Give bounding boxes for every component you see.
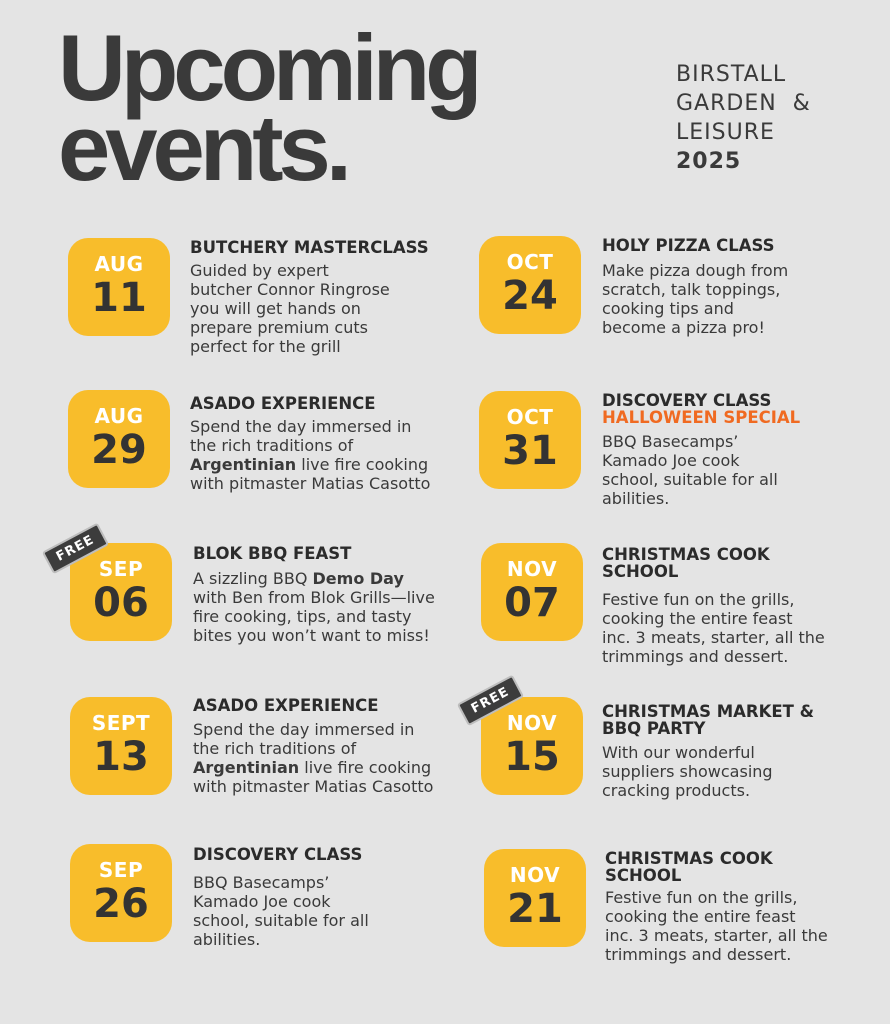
date-badge xyxy=(70,844,172,942)
date-badge xyxy=(481,543,583,641)
desc-text: live fire cooking with pitmaster Matias Casotto xyxy=(193,758,434,796)
desc-line: school, suitable for all xyxy=(193,911,369,930)
event-month: SEPT xyxy=(91,711,151,735)
page-title xyxy=(58,15,478,200)
desc-bold: Demo Day xyxy=(312,569,404,588)
desc-text: live fire cooking with pitmaster Matias Casotto xyxy=(190,455,431,493)
event-title xyxy=(602,703,814,737)
title-line: CHRISTMAS COOK xyxy=(605,849,773,868)
org-line: LEISURE xyxy=(676,120,775,145)
desc-line: cracking products. xyxy=(602,781,751,800)
desc-bold: Argentinian xyxy=(190,455,297,474)
event-title xyxy=(602,392,800,426)
event-month: NOV xyxy=(506,711,558,735)
event-description xyxy=(190,417,435,493)
event-month: NOV xyxy=(509,863,561,887)
event-day: 31 xyxy=(502,428,558,474)
desc-line: BBQ Basecamps’ xyxy=(602,432,739,451)
desc-line: Make pizza dough from xyxy=(602,261,789,280)
desc-text: Spend the day immersed in the rich traditions of xyxy=(190,417,412,455)
desc-line: abilities. xyxy=(602,489,670,508)
date-badge xyxy=(70,543,172,641)
event-description xyxy=(193,569,438,645)
event-month: AUG xyxy=(94,404,144,428)
desc-line: school, suitable for all xyxy=(602,470,778,489)
desc-line: trimmings and dessert. xyxy=(605,945,792,964)
free-badge: FREE xyxy=(457,675,524,726)
event-day: 13 xyxy=(93,734,149,780)
title-line: Upcoming xyxy=(58,15,478,120)
desc-line: Guided by expert xyxy=(190,261,329,280)
event-description xyxy=(602,590,872,666)
title-line: CHRISTMAS MARKET & xyxy=(602,702,815,721)
event-description xyxy=(190,261,435,356)
event-title xyxy=(602,546,770,580)
title-line: DISCOVERY CLASS xyxy=(602,391,772,410)
event-description xyxy=(602,261,847,337)
desc-line: BBQ Basecamps’ xyxy=(193,873,330,892)
desc-line: scratch, talk toppings, xyxy=(602,280,781,299)
desc-line: cooking tips and xyxy=(602,299,734,318)
free-badge: FREE xyxy=(42,523,109,574)
event-title: ASADO EXPERIENCE xyxy=(190,394,376,413)
date-badge xyxy=(479,236,581,334)
desc-line: Kamado Joe cook xyxy=(602,451,740,470)
event-title: HOLY PIZZA CLASS xyxy=(602,236,775,255)
date-badge xyxy=(68,390,170,488)
event-month: NOV xyxy=(506,557,558,581)
event-month: SEP xyxy=(98,557,144,581)
desc-line: With our wonderful xyxy=(602,743,755,762)
event-month: AUG xyxy=(94,252,144,276)
event-day: 24 xyxy=(502,273,558,319)
event-description xyxy=(602,743,847,800)
organisation-block xyxy=(676,60,811,176)
event-subtitle: HALLOWEEN SPECIAL xyxy=(602,408,801,427)
event-description xyxy=(193,720,438,796)
event-day: 21 xyxy=(507,886,563,932)
event-month: OCT xyxy=(506,250,554,274)
event-title: BUTCHERY MASTERCLASS xyxy=(190,238,429,257)
date-badge xyxy=(479,391,581,489)
event-day: 06 xyxy=(93,580,149,626)
date-badge xyxy=(68,238,170,336)
desc-line: suppliers showcasing xyxy=(602,762,773,781)
event-title: DISCOVERY CLASS xyxy=(193,845,363,864)
desc-text: A sizzling BBQ xyxy=(193,569,313,588)
desc-line: Festive fun on the grills, xyxy=(602,590,795,609)
desc-line: cooking the entire feast xyxy=(605,907,796,926)
desc-line: prepare premium cuts xyxy=(190,318,368,337)
event-title: BLOK BBQ FEAST xyxy=(193,544,352,563)
desc-line: butcher Connor Ringrose xyxy=(190,280,390,299)
title-line: CHRISTMAS COOK xyxy=(602,545,770,564)
org-line: GARDEN & xyxy=(676,91,811,116)
event-title: ASADO EXPERIENCE xyxy=(193,696,379,715)
desc-line: perfect for the grill xyxy=(190,337,341,356)
title-line: SCHOOL xyxy=(602,562,679,581)
desc-line: Kamado Joe cook xyxy=(193,892,331,911)
event-month: OCT xyxy=(506,405,554,429)
desc-line: trimmings and dessert. xyxy=(602,647,789,666)
desc-line: become a pizza pro! xyxy=(602,318,765,337)
event-day: 26 xyxy=(93,881,149,927)
date-badge xyxy=(484,849,586,947)
desc-line: abilities. xyxy=(193,930,261,949)
title-line: BBQ PARTY xyxy=(602,719,706,738)
event-title xyxy=(605,850,773,884)
desc-line: cooking the entire feast xyxy=(602,609,793,628)
event-day: 11 xyxy=(91,275,147,321)
event-day: 29 xyxy=(91,427,147,473)
event-month: SEP xyxy=(98,858,144,882)
event-description xyxy=(193,873,438,949)
title-line: SCHOOL xyxy=(605,866,682,885)
org-line: BIRSTALL xyxy=(676,62,787,87)
date-badge xyxy=(481,697,583,795)
desc-bold: Argentinian xyxy=(193,758,300,777)
desc-line: inc. 3 meats, starter, all the xyxy=(602,628,825,647)
year: 2025 xyxy=(676,149,742,174)
event-day: 07 xyxy=(504,580,560,626)
event-description xyxy=(605,888,875,964)
desc-line: inc. 3 meats, starter, all the xyxy=(605,926,828,945)
date-badge xyxy=(70,697,172,795)
title-line: events. xyxy=(58,95,347,200)
event-description xyxy=(602,432,847,508)
desc-text: with Ben from Blok Grills—live fire cooking, tips, and tasty bites you won’t want to miss! xyxy=(193,588,435,645)
desc-line: Festive fun on the grills, xyxy=(605,888,798,907)
desc-line: you will get hands on xyxy=(190,299,361,318)
desc-text: Spend the day immersed in the rich traditions of xyxy=(193,720,415,758)
event-day: 15 xyxy=(504,734,560,780)
